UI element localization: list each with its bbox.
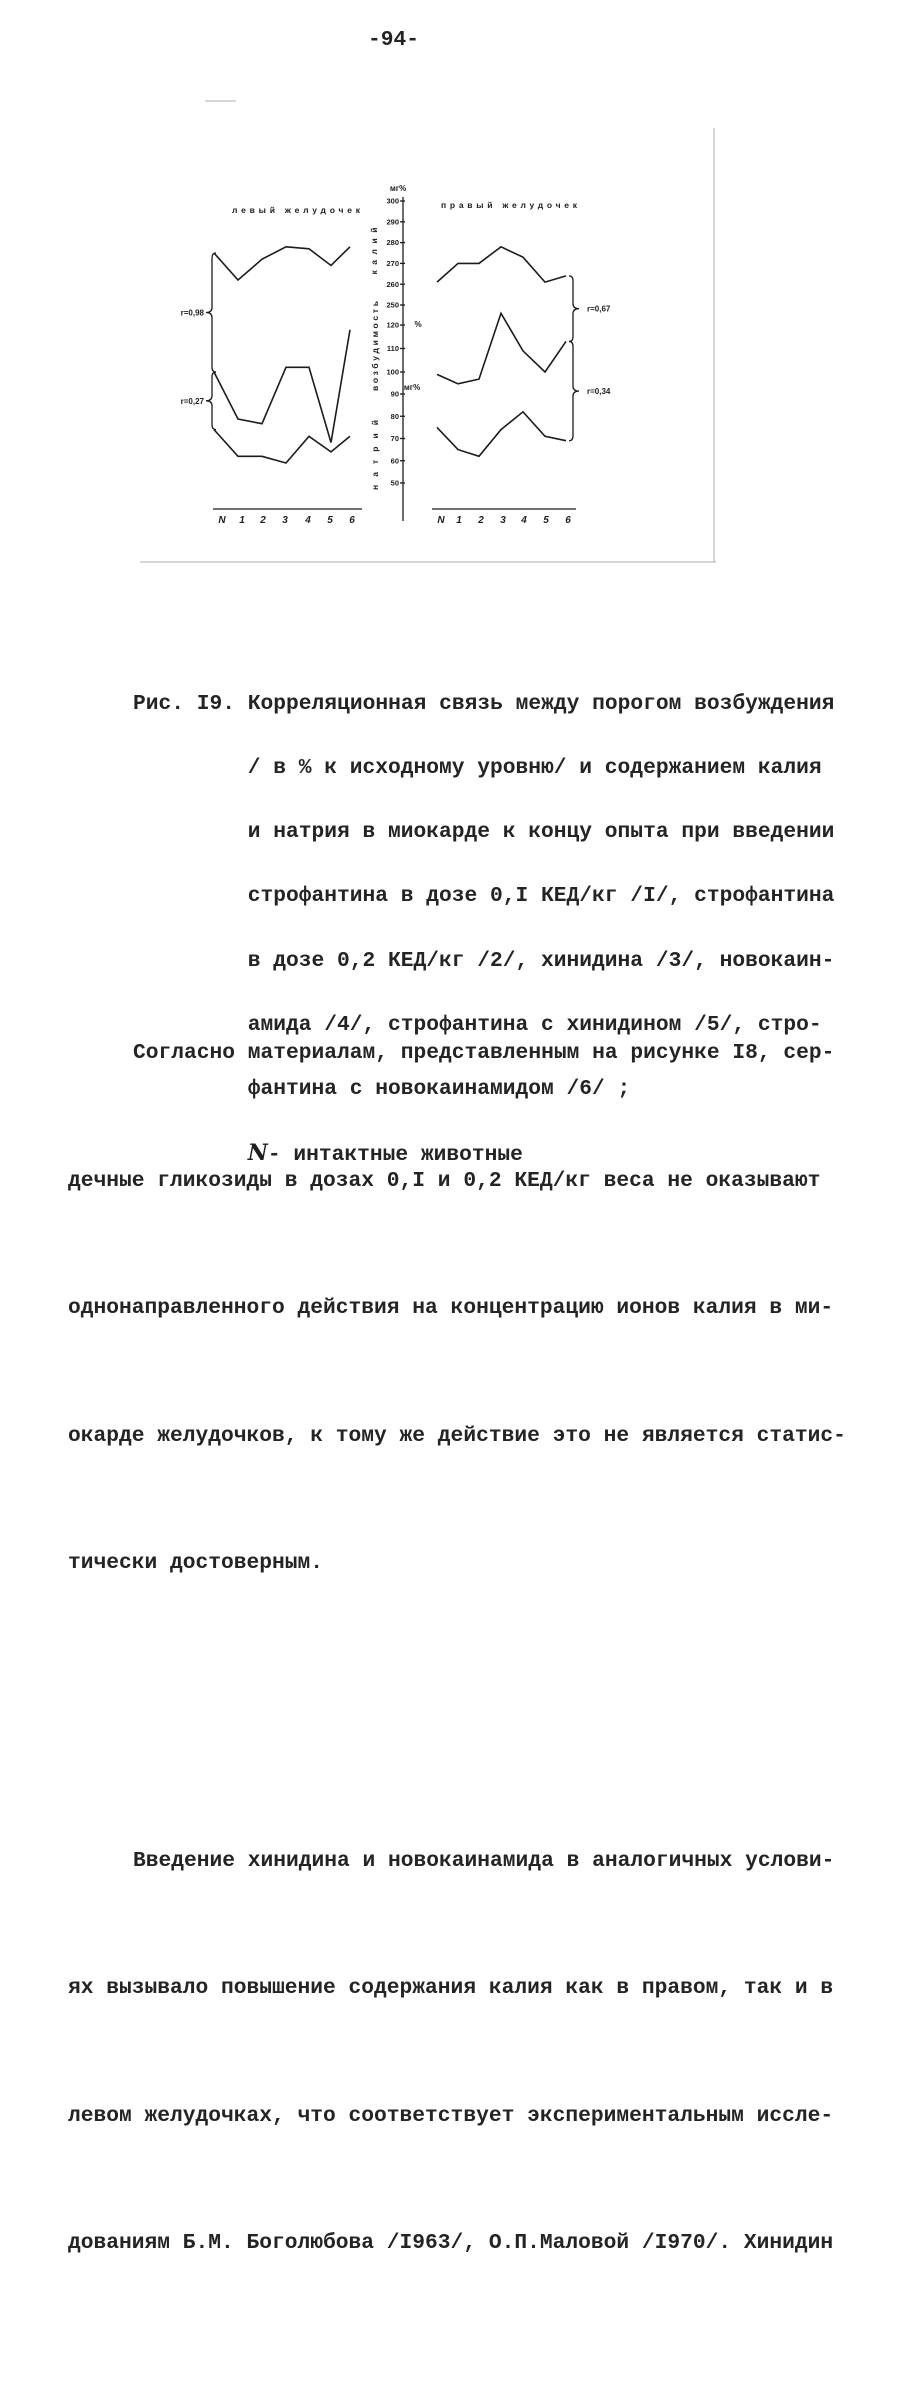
left-x-tick-label: 4 [305,515,311,526]
right-x-tick-label: 1 [456,515,462,526]
right-x-tick-label: N [437,515,445,526]
body-text [68,862,846,2392]
y-tick-label: 90 [390,389,399,399]
body-text-line: окарде желудочков, к тому же действие это не является статис- [68,1423,846,1448]
right-correlation-label: r=0,34 [587,387,611,397]
left-x-tick-label: N [218,515,226,526]
left-correlation-brace [206,253,216,372]
axis-title-sodium: натрий [370,420,380,490]
body-paragraph [68,947,846,1670]
left-correlation-brace [206,372,216,430]
right-x-tick-label: 4 [521,515,527,526]
left-ventricle-excitability-line [214,330,350,443]
right-ventricle-potassium-line [437,247,566,282]
right-correlation-brace [569,341,579,440]
page-number: -94- [368,28,420,52]
caption-text: Корреляционная связь между порогом возбуждения [247,691,835,716]
right-correlation-label: r=0,67 [587,304,611,314]
body-text-line: левом желудочках, что соответствует экспериментальным иссле- [68,2103,834,2128]
right-x-tick-label: 2 [478,515,484,526]
body-text-line: дечные гликозиды в дозах 0,I и 0,2 КЕД/кг веса не оказывают [68,1168,821,1193]
left-x-tick-label: 1 [239,515,245,526]
y-tick-label: 80 [390,411,399,421]
right-x-tick-label: 5 [543,515,549,526]
y-tick-label: 250 [386,300,399,310]
left-correlation-label: r=0,98 [180,308,204,318]
caption-note-symbol: N [247,1140,268,1167]
caption-note-text: - интактные животные [267,1143,523,1168]
caption-line: фантина с новокаинамидом /6/ ; [247,1077,631,1102]
axis-unit-label: % [414,320,422,329]
right-ventricle-sodium-line [437,412,566,457]
y-tick-label: 280 [386,238,399,248]
y-tick-label: 290 [386,217,399,227]
figure-label: Рис. I9. [133,691,236,716]
caption-line: и натрия в миокарде к концу опыта при введении [247,820,835,845]
caption-line: строфантина в дозе 0,I КЕД/кг /I/, строфантина [247,884,835,909]
body-text-line: дованиям Б.М. Боголюбова /I963/, О.П.Маловой /I970/. Хинидин [68,2231,834,2255]
y-tick-label: 300 [386,196,399,206]
y-tick-label: 100 [386,367,399,377]
caption-line: в дозе 0,2 КЕД/кг /2/, хинидина /3/, новокаин- [247,948,835,973]
axis-title-potassium: калий [369,227,379,275]
body-text-line: ях вызывало повышение содержания калия как в правом, так и в [68,1976,834,2000]
figure-chart [130,90,730,570]
caption-line: / в % к исходному уровню/ и содержанием калия [247,756,822,781]
y-tick-label: 50 [390,478,399,488]
y-tick-label: 260 [386,279,399,289]
right-ventricle-excitability-line [437,313,566,384]
axis-unit-label: мг% [403,383,421,392]
left-ventricle-potassium-line [214,247,350,280]
y-tick-label: 110 [386,344,399,354]
y-tick-label: 60 [390,456,399,466]
axis-title-excitability: возбудимость [370,301,380,391]
body-text-line: Введение хинидина и новокаинамида в аналогичных услови- [133,1848,835,1873]
left-ventricle-title: левый желудочек [232,205,360,215]
left-ventricle-sodium-line [214,430,350,463]
y-tick-label: 120 [386,320,399,330]
left-x-tick-label: 3 [282,515,288,526]
right-x-tick-label: 6 [565,515,571,526]
body-text-line: однонаправленного действия на концентрацию ионов калия в ми- [68,1296,834,1320]
body-text-line: Согласно материалам, представленным на рисунке I8, сер- [133,1041,835,1065]
body-text-line: тически достоверным. [68,1551,324,1575]
caption-line [133,691,835,716]
caption-line: амида /4/, строфантина с хинидином /5/, стро- [247,1012,822,1037]
y-tick-label: 270 [386,259,399,268]
left-x-tick-label: 2 [260,515,266,526]
y-tick-label: 70 [390,434,399,444]
right-x-tick-label: 3 [500,515,506,526]
right-correlation-brace [569,276,579,342]
left-x-tick-label: 5 [327,515,333,526]
left-correlation-label: r=0,27 [180,396,204,406]
body-paragraph [68,1755,846,2350]
right-ventricle-title: правый желудочек [441,200,577,210]
axis-unit-label: мг% [389,184,407,193]
left-x-tick-label: 6 [349,515,355,526]
